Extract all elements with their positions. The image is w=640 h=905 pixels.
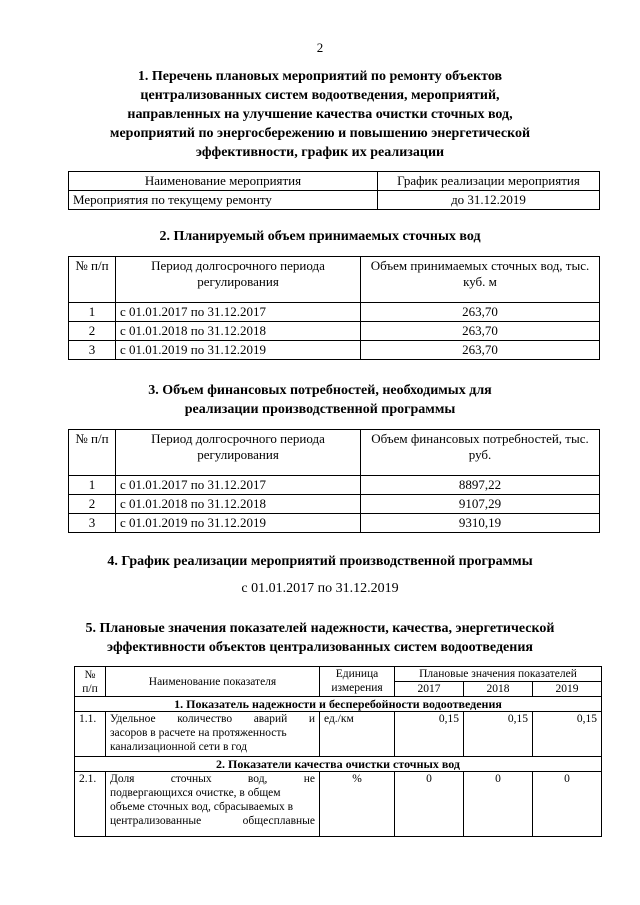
table-row	[69, 303, 600, 322]
header-cell: Плановые значения показателей	[395, 667, 602, 682]
title-line: 1. Перечень плановых мероприятий по ремонту объектов	[137, 69, 503, 84]
header-cell: № п/п	[69, 430, 116, 476]
subheader-row: 2. Показатели качества очистки сточных вод	[75, 757, 602, 772]
table-row	[69, 495, 600, 514]
title-line: мероприятий по энергосбережению и повышению энергетической	[109, 126, 531, 141]
header-cell: График реализации мероприятия	[378, 172, 600, 191]
cell-line: засоров в расчете на протяженность	[110, 727, 287, 739]
header-cell: Период долгосрочного периода регулирования	[116, 430, 361, 476]
table-cell: 0,15	[463, 712, 532, 757]
title-line: централизованных систем водоотведения, мероприятий,	[140, 88, 500, 103]
header-cell: Наименование показателя	[106, 667, 320, 697]
table-cell: ед./км	[320, 712, 395, 757]
section-2-title: 2. Планируемый объем принимаемых сточных вод	[159, 229, 481, 244]
header-cell: Единица измерения	[320, 667, 395, 697]
title-line: направленных на улучшение качества очистки сточных вод,	[127, 107, 513, 122]
table-cell: 0,15	[395, 712, 464, 757]
wastewater-volume-table	[68, 256, 600, 360]
year-cell: 2017	[395, 682, 464, 697]
title-line: эффективности, график их реализации	[195, 145, 445, 160]
header-cell: Период долгосрочного периода регулирования	[116, 257, 361, 303]
table-cell: с 01.01.2019 по 31.12.2019	[116, 341, 361, 360]
table-row	[75, 712, 602, 757]
table-cell: 9107,29	[361, 495, 600, 514]
table-cell: 0	[395, 772, 464, 837]
title-line: эффективности объектов централизованных систем водоотведения	[107, 640, 533, 655]
table-cell: 8897,22	[361, 476, 600, 495]
financial-needs-table	[68, 429, 600, 533]
table-cell: 1.1.	[75, 712, 106, 757]
table-cell: 2	[69, 495, 116, 514]
header-cell: № п/п	[69, 257, 116, 303]
cell-line: подвергающихся очистке, в общем	[110, 787, 281, 799]
header-cell: Объем финансовых потребностей, тыс. руб.	[361, 430, 600, 476]
table-cell: Мероприятия по текущему ремонту	[69, 191, 378, 210]
table-cell: 3	[69, 514, 116, 533]
activities-table	[68, 171, 600, 210]
subheader-row: 1. Показатель надежности и бесперебойности водоотведения	[75, 697, 602, 712]
table-cell: 2.1.	[75, 772, 106, 837]
section-4-title: 4. График реализации мероприятий производственной программы	[107, 554, 533, 569]
cell-line: канализационной сети в год	[110, 741, 247, 753]
table-cell: 0,15	[532, 712, 601, 757]
table-cell: %	[320, 772, 395, 837]
table-row	[69, 341, 600, 360]
year-cell: 2019	[532, 682, 601, 697]
section-5-title	[40, 619, 600, 657]
section-3-title	[40, 381, 600, 419]
table-cell: с 01.01.2017 по 31.12.2017	[116, 303, 361, 322]
page-number: 2	[316, 40, 324, 55]
header-cell: Объем принимаемых сточных вод, тыс. куб. м	[361, 257, 600, 303]
table-cell: 0	[532, 772, 601, 837]
cell-line: Удельное количество аварий и	[110, 713, 315, 725]
table-cell	[106, 712, 320, 757]
table-cell: 1	[69, 303, 116, 322]
table-row	[69, 514, 600, 533]
header-cell: Наименование мероприятия	[69, 172, 378, 191]
table-cell	[106, 772, 320, 837]
indicators-table	[74, 666, 602, 837]
table-row	[69, 476, 600, 495]
table-cell: 1	[69, 476, 116, 495]
title-line: реализации производственной программы	[184, 402, 456, 417]
cell-line: централизованные общесплавные	[110, 815, 315, 827]
table-cell: 263,70	[361, 303, 600, 322]
cell-line: Доля сточных вод, не	[110, 773, 315, 785]
section-4-period: с 01.01.2017 по 31.12.2019	[241, 581, 399, 596]
table-row	[75, 772, 602, 837]
table-cell: с 01.01.2018 по 31.12.2018	[116, 322, 361, 341]
table-row	[69, 322, 600, 341]
table-cell: с 01.01.2018 по 31.12.2018	[116, 495, 361, 514]
table-cell: 2	[69, 322, 116, 341]
title-line: 5. Плановые значения показателей надежности, качества, энергетической	[85, 621, 555, 636]
table-cell: 263,70	[361, 341, 600, 360]
cell-line: объеме сточных вод, сбрасываемых в	[110, 801, 294, 813]
table-cell: с 01.01.2017 по 31.12.2017	[116, 476, 361, 495]
table-cell: 9310,19	[361, 514, 600, 533]
table-cell: с 01.01.2019 по 31.12.2019	[116, 514, 361, 533]
table-cell: 263,70	[361, 322, 600, 341]
table-cell: 3	[69, 341, 116, 360]
table-cell: до 31.12.2019	[378, 191, 600, 210]
section-1-title	[40, 67, 600, 162]
header-cell: № п/п	[75, 667, 106, 697]
year-cell: 2018	[463, 682, 532, 697]
table-cell: 0	[463, 772, 532, 837]
title-line: 3. Объем финансовых потребностей, необходимых для	[148, 383, 492, 398]
